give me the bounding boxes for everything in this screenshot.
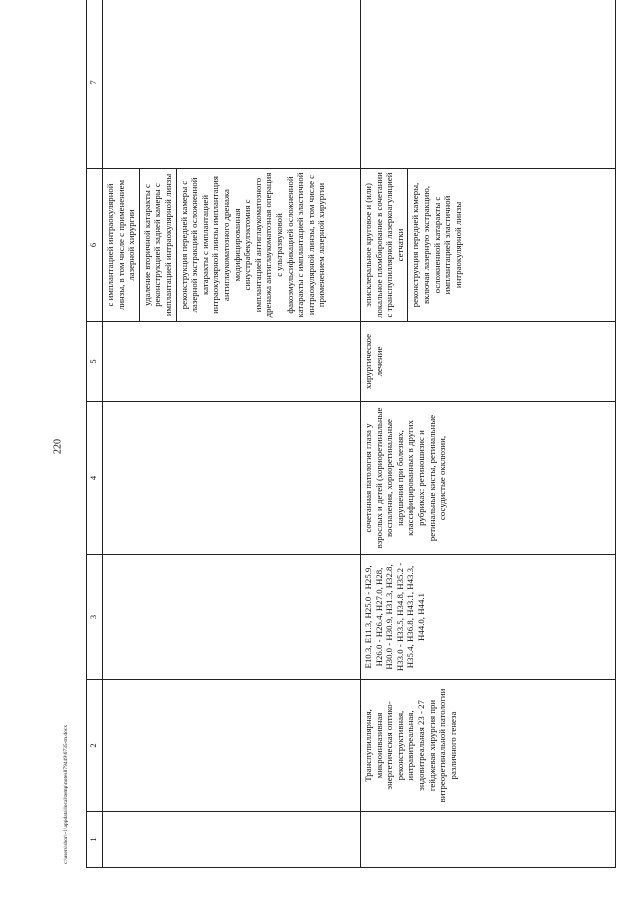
cell-a-6 xyxy=(103,169,361,322)
header-col-3: 3 xyxy=(87,555,103,680)
cell-a-5 xyxy=(103,322,361,402)
icd-codes: E10.3, E11.3, H25.0 - H25.9, H26.0 - H26.4, H27.0, H28, H30.0 - H30.9, H31.3, H32.8, H33.0 - H33.5, H34.8, H35.2 - H35.4, H36.8, H43.1, H43.3, H44.0, H44.1 xyxy=(361,555,616,680)
cell-a-4 xyxy=(103,402,361,555)
table-row xyxy=(361,0,616,868)
method-text: реконструкция передней камеры, включая лазерную экстракцию, осложненной катаракты с имплантацией эластичной интраокулярной линзы xyxy=(410,182,463,308)
method-text: с имплантацией интраокулярной линзы, в том числе с применением лазерной хирургии xyxy=(103,169,140,321)
header-col-7: 7 xyxy=(87,0,103,169)
header-row xyxy=(87,0,103,868)
procedure-name: Транспупиллярная, микроинвазивная энергетическая оптико-реконструктивная, интравитреальная, эндовитреальная 23 - 27 гейджевая хирургия при витреоретинальной патологии различного генеза xyxy=(361,680,616,812)
cell-a-1 xyxy=(103,812,361,868)
header-col-6: 6 xyxy=(87,169,103,322)
method-text: реконструкция передней камеры с лазерной экстракцией осложненной катаракты с имплантацией интраокулярной линзы имплантация антиглаукоматозного дренажа модифицированная синустрабекулэктомия с имплантацией антиглаукоматозного дренажа антиглаукоматозная операция с ультразвуковой факоэмульсификацией осложненной катаракты с имплантацией эластичной интраокулярной линзы, в том числе с применением лазерной хирургии xyxy=(178,172,327,318)
table-row xyxy=(103,0,361,868)
method-text: удаление вторичной катаракты с реконструкцией задней камеры с имплантацией интраокулярной линзы xyxy=(140,169,177,321)
cell-b-1 xyxy=(361,812,616,868)
cell-a-7 xyxy=(103,0,361,169)
header-col-2: 2 xyxy=(87,680,103,812)
header-col-5: 5 xyxy=(87,322,103,402)
page-number: 220 xyxy=(52,439,64,454)
cell-b-6 xyxy=(361,169,616,322)
treatment-type: хирургическое лечение xyxy=(361,322,616,402)
header-col-4: 4 xyxy=(87,402,103,555)
diagnosis-text: сочетанная патология глаза у взрослых и детей (хориоретинальные воспаления, хориоретинальные нарушения при болезнях, классифицированных в других рубриках: ретиношизис и ретинальные кисты, ретинальные сосудистые окклюзии, xyxy=(361,402,616,555)
cell-a-3 xyxy=(103,555,361,680)
rotated-page-area xyxy=(86,18,616,868)
cell-b-7 xyxy=(361,0,616,169)
header-col-1: 1 xyxy=(87,812,103,868)
method-text: эписклеральное круговое и (или) локальное пломбирование в сочетании с транспупиллярной лазеркоагуляцией сетчатки xyxy=(361,169,408,321)
medical-procedures-table xyxy=(86,18,616,868)
cell-a-2 xyxy=(103,680,361,812)
file-path-footer: c:\users\sbor\~1\appdata\local\temp\notes879449\6735-rn.docx xyxy=(63,724,69,864)
